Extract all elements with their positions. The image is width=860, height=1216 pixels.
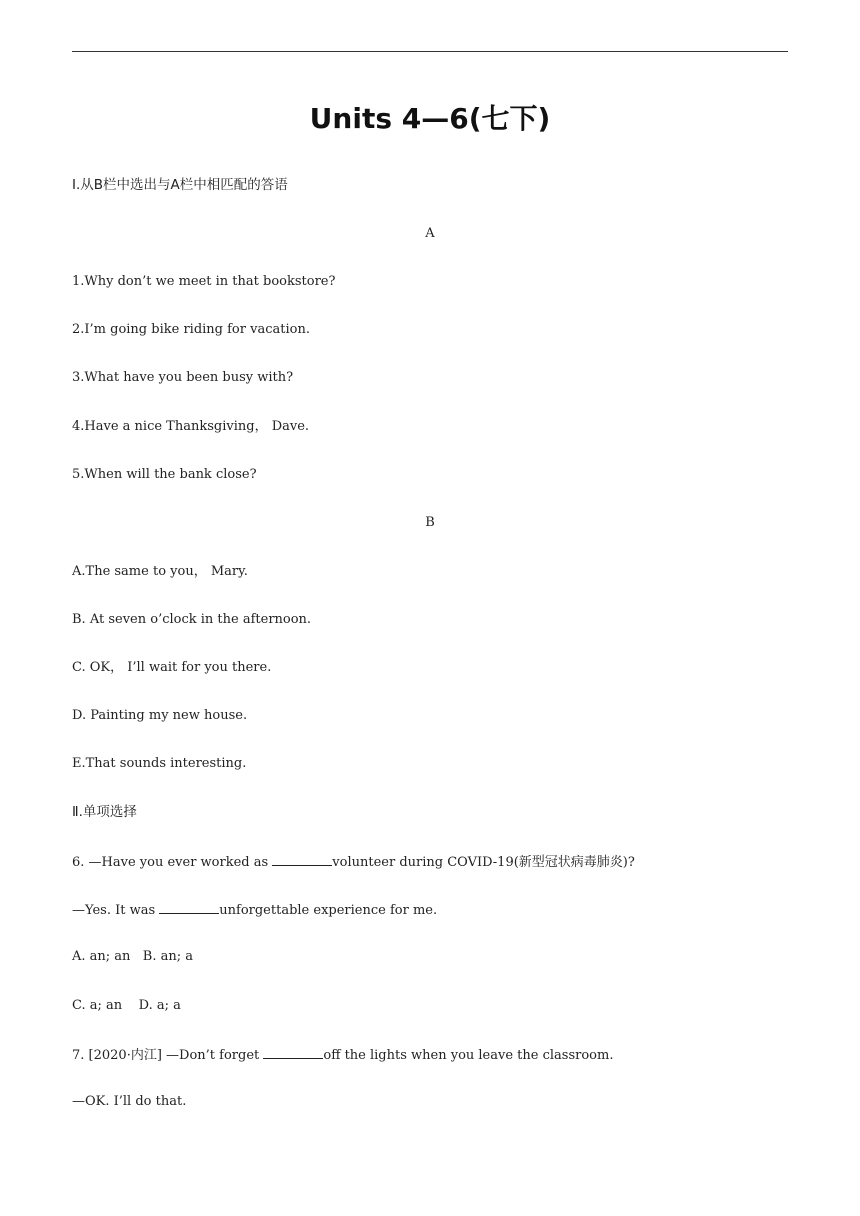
question-6-prompt: 6. —Have you ever worked as	[72, 855, 273, 870]
column-b-item: D. Painting my new house.	[72, 708, 248, 723]
question-6-response-end: unforgettable experience for me.	[219, 903, 438, 918]
answer-blank	[159, 899, 219, 914]
question-6-options-row-2: C. a; an D. a; a	[72, 998, 181, 1013]
column-a-item: 1.Why don’t we meet in that bookstore?	[72, 274, 336, 289]
column-b-label: B	[425, 515, 435, 530]
column-a-item: 5.When will the bank close?	[72, 467, 257, 482]
section-2-heading: Ⅱ.单项选择	[72, 804, 137, 820]
answer-blank	[263, 1044, 323, 1059]
column-a-item: 2.I’m going bike riding for vacation.	[72, 322, 310, 337]
question-7-line-2: —OK. I’ll do that.	[72, 1094, 187, 1109]
question-7-line-1	[72, 1044, 613, 1066]
header-rule	[72, 51, 788, 52]
column-b-item: C. OK， I’ll wait for you there.	[72, 660, 272, 675]
section-1-heading: Ⅰ.从B栏中选出与A栏中相匹配的答语	[72, 177, 288, 193]
question-6-options-row-1: A. an; an B. an; a	[72, 949, 194, 964]
question-6-line-2	[72, 899, 437, 921]
column-b-item: B. At seven o’clock in the afternoon.	[72, 612, 312, 627]
column-a-item: 4.Have a nice Thanksgiving， Dave.	[72, 419, 310, 434]
question-6-prompt-end: volunteer during COVID-19(新型冠状病毒肺炎)?	[332, 855, 635, 870]
page-title: Units 4—6(七下)	[309, 102, 551, 135]
question-6-response: —Yes. It was	[72, 903, 160, 918]
column-b-item: A.The same to you， Mary.	[72, 564, 248, 579]
question-6-line-1	[72, 851, 635, 873]
column-a-item: 3.What have you been busy with?	[72, 370, 294, 385]
question-7-prompt-end: off the lights when you leave the classroom.	[323, 1048, 614, 1063]
question-7-prompt: 7. [2020·内江] —Don’t forget	[72, 1048, 264, 1063]
answer-blank	[272, 851, 332, 866]
column-b-item: E.That sounds interesting.	[72, 756, 247, 771]
column-a-label: A	[425, 226, 435, 241]
